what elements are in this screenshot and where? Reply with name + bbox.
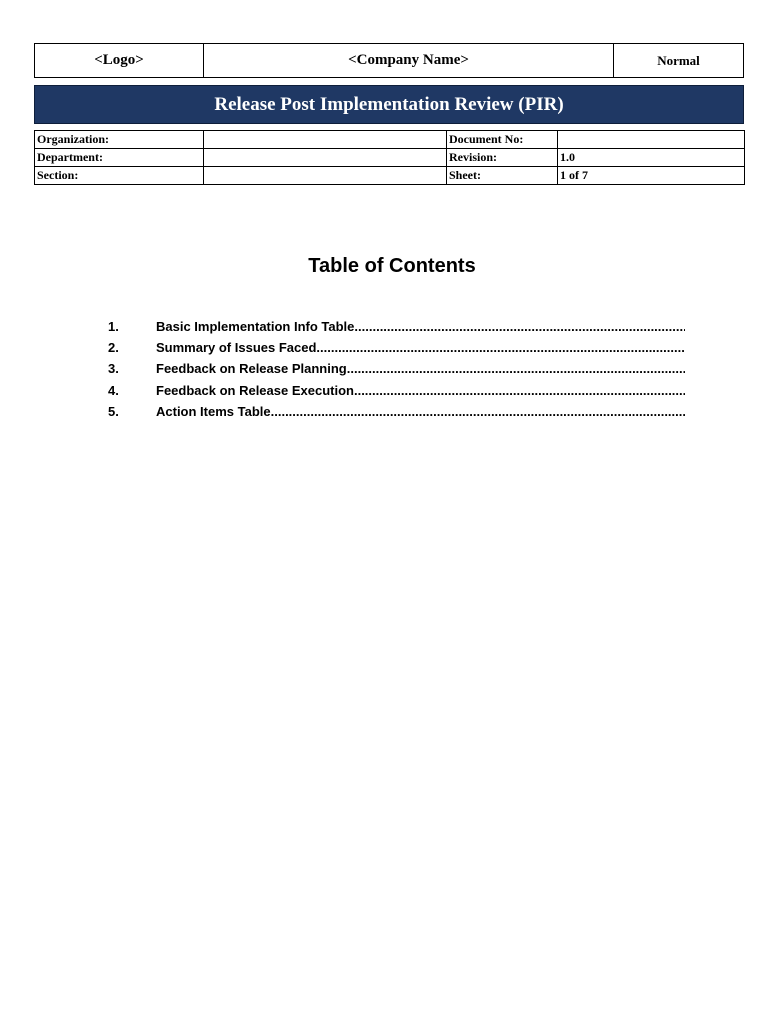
toc-item[interactable] — [108, 403, 685, 424]
document-header — [34, 43, 744, 78]
toc-leader-dots — [354, 318, 685, 335]
organization-label: Organization: — [35, 131, 204, 149]
department-value[interactable] — [204, 149, 447, 167]
toc-item[interactable] — [108, 382, 685, 403]
toc-leader-dots — [354, 382, 685, 399]
info-row-department — [35, 149, 745, 167]
toc-item-text[interactable]: Basic Implementation Info Table — [156, 319, 355, 334]
logo-placeholder: <Logo> — [35, 44, 204, 78]
department-label: Department: — [35, 149, 204, 167]
company-name: <Company Name> — [204, 44, 614, 78]
section-value[interactable] — [204, 167, 447, 185]
toc-item[interactable] — [108, 360, 685, 381]
revision-label: Revision: — [447, 149, 558, 167]
toc-leader-dots — [347, 360, 685, 377]
sheet-value[interactable]: 1 of 7 — [558, 167, 745, 185]
toc-item-text[interactable]: Feedback on Release Planning — [156, 361, 347, 377]
organization-value[interactable] — [204, 131, 447, 149]
sheet-label: Sheet: — [447, 167, 558, 185]
classification-label: Normal — [614, 44, 744, 78]
toc-item-text[interactable]: Summary of Issues Faced — [156, 340, 317, 356]
document-title: Release Post Implementation Review (PIR) — [34, 85, 744, 124]
document-no-value[interactable] — [558, 131, 745, 149]
toc-item-number: 2. — [108, 340, 119, 356]
toc-item-number: 3. — [108, 361, 119, 377]
toc-item[interactable] — [108, 318, 685, 339]
toc-leader-dots — [271, 403, 685, 420]
toc-heading: Table of Contents — [308, 255, 476, 277]
toc-item[interactable] — [108, 339, 685, 360]
toc-item-number: 4. — [108, 382, 119, 398]
toc-item-number: 5. — [108, 403, 119, 419]
toc-list — [108, 318, 685, 424]
section-label: Section: — [35, 167, 204, 185]
toc-item-text[interactable]: Feedback on Release Execution — [156, 382, 354, 398]
info-row-organization — [35, 131, 745, 149]
info-row-section — [35, 167, 745, 185]
toc-item-text[interactable]: Action Items Table — [156, 403, 271, 419]
document-info-table — [34, 130, 745, 185]
toc-item-number: 1. — [108, 319, 119, 334]
revision-value[interactable]: 1.0 — [558, 149, 745, 167]
document-no-label: Document No: — [447, 131, 558, 149]
toc-leader-dots — [316, 339, 685, 356]
